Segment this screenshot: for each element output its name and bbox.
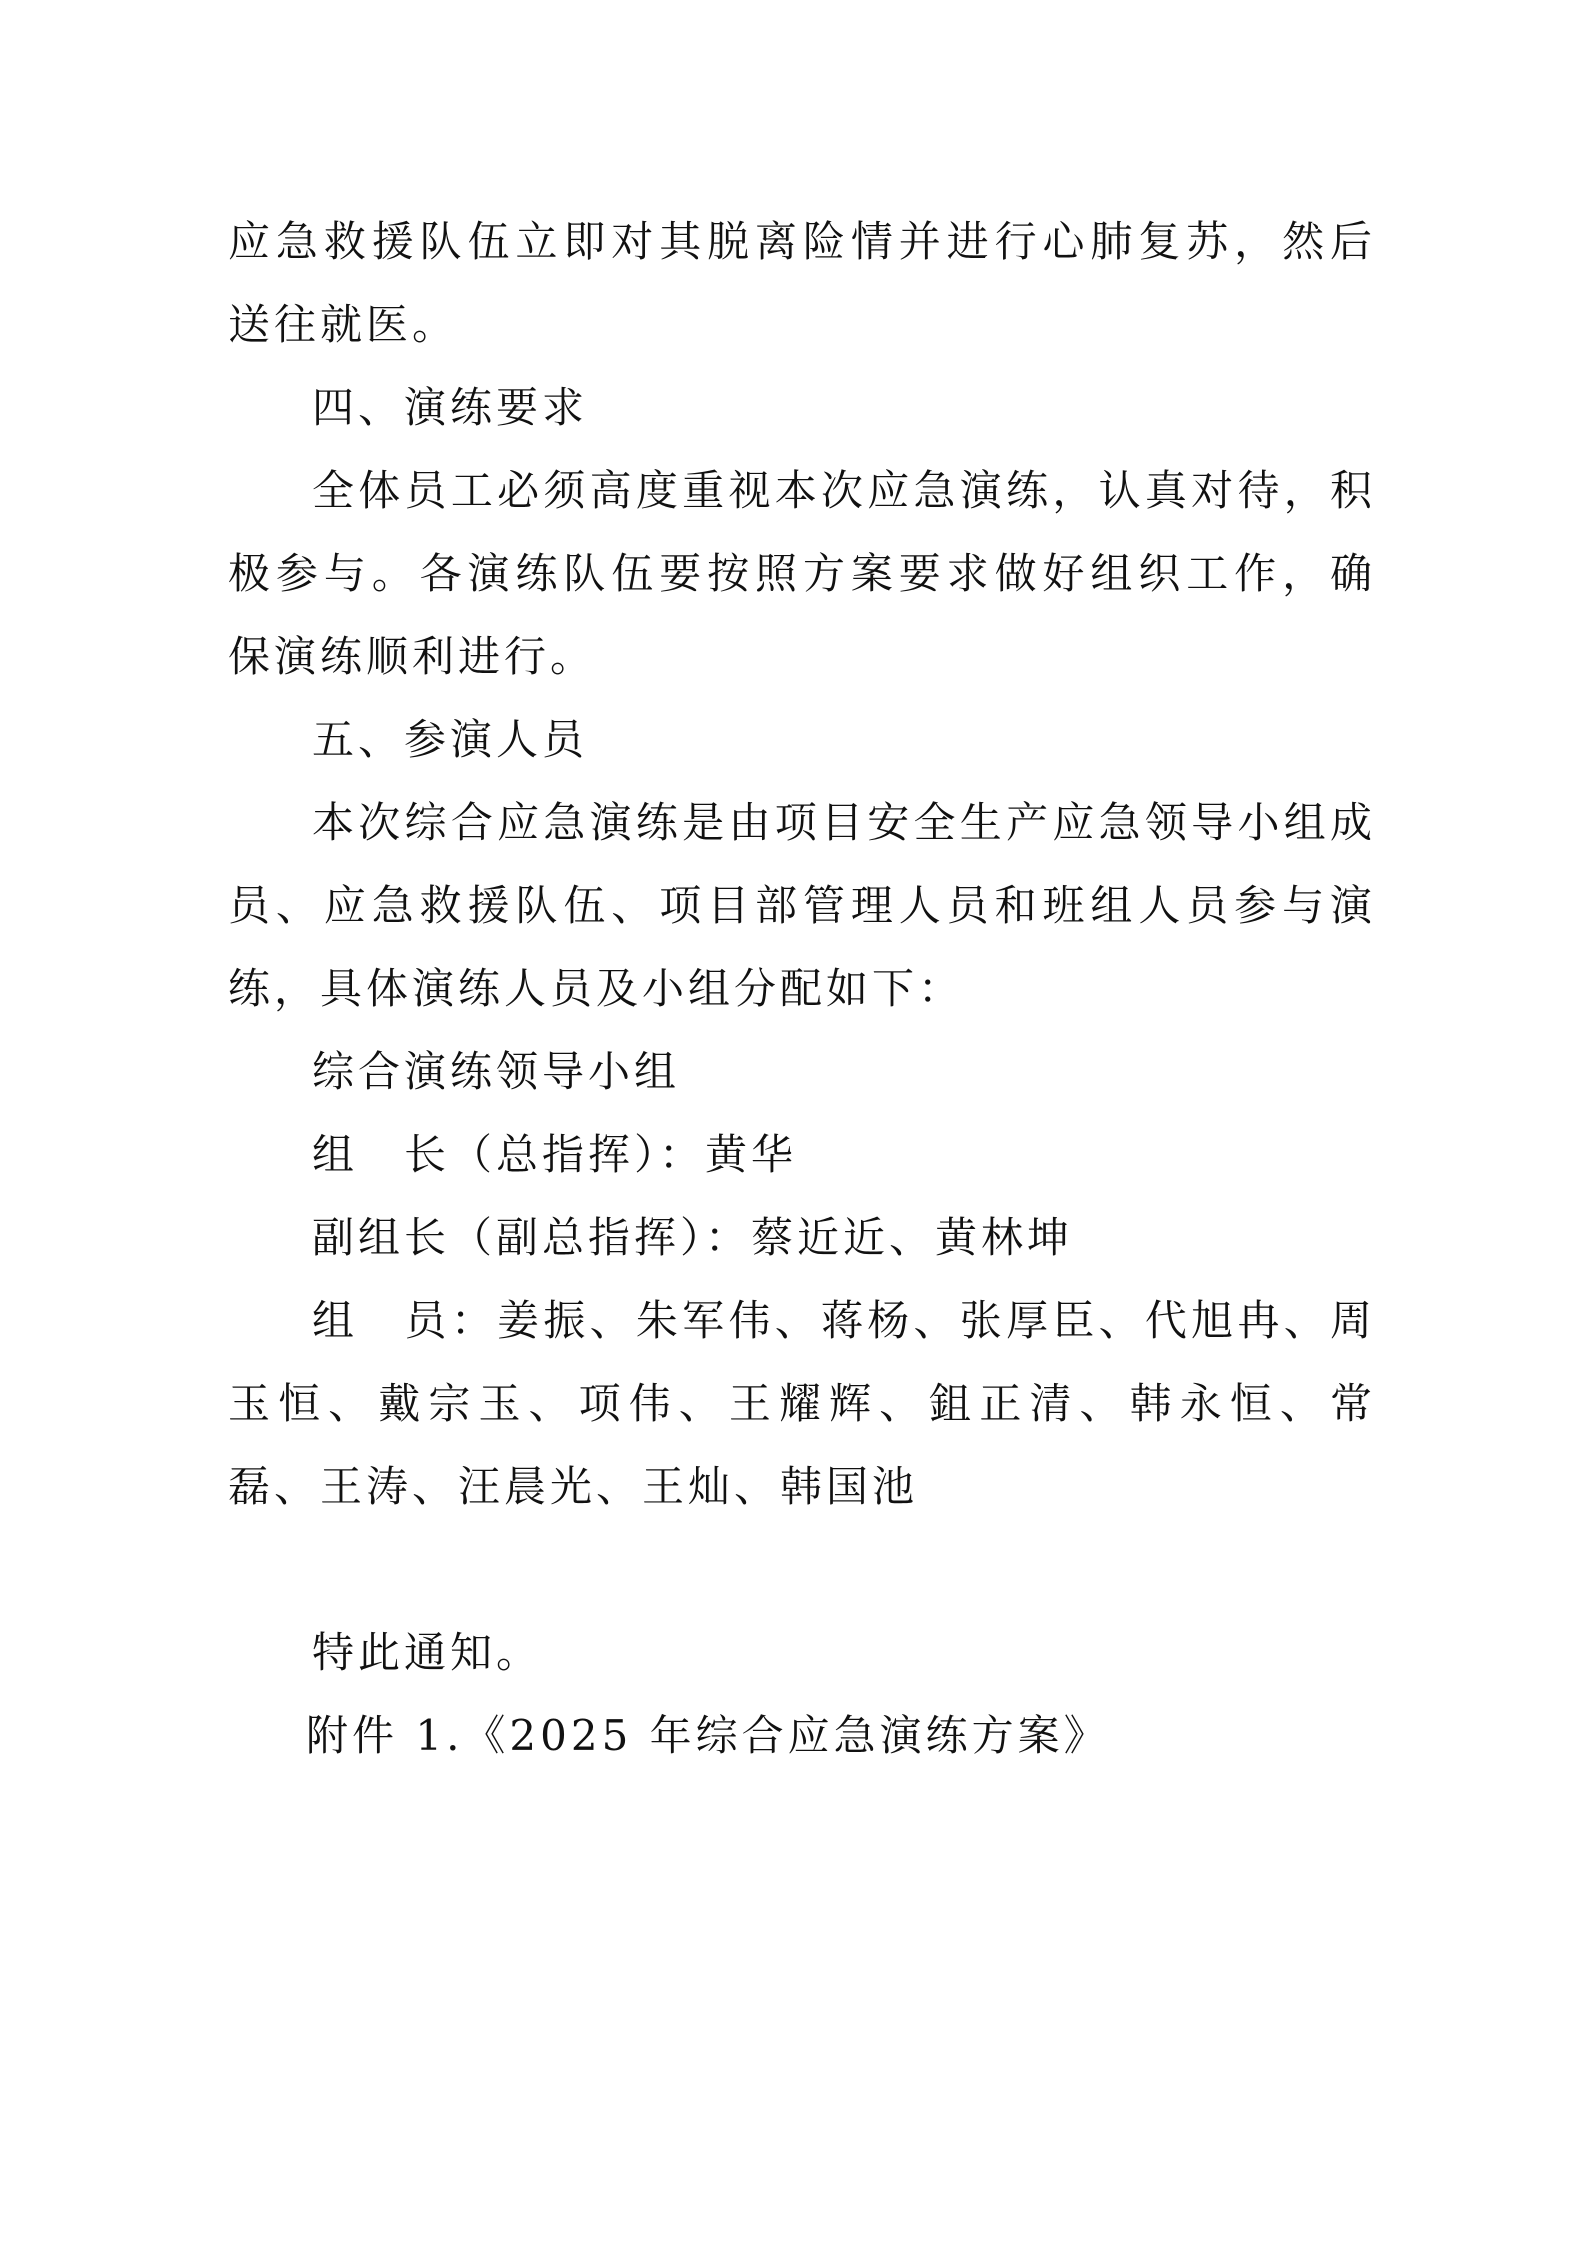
blank-line xyxy=(228,1528,1376,1611)
section-heading-participants: 五、参演人员 xyxy=(312,715,589,764)
attachment-reference: 附件 1.《2025 年综合应急演练方案》 xyxy=(306,1711,1110,1760)
group-members-line: 组 员：姜振、朱军伟、蒋杨、张厚臣、代旭冉、周玉恒、戴宗玉、项伟、王耀辉、鉏正清、韩永恒、常磊、王涛、汪晨光、王灿、韩国池 xyxy=(228,1296,1376,1511)
paragraph-rescue-continuation: 应急救援队伍立即对其脱离险情并进行心肺复苏，然后送往就医。 xyxy=(228,217,1376,349)
paragraph-drill-requirements: 全体员工必须高度重视本次应急演练，认真对待，积极参与。各演练队伍要按照方案要求做好组织工作，确保演练顺利进行。 xyxy=(228,466,1376,681)
group-leader-line: 组 长（总指挥）：黄华 xyxy=(312,1130,798,1179)
deputy-leader-line: 副组长（副总指挥）：蔡近近、黄林坤 xyxy=(312,1213,1074,1262)
document-body xyxy=(228,200,1376,1777)
leadership-group-title: 综合演练领导小组 xyxy=(312,1047,681,1096)
paragraph-participants-intro: 本次综合应急演练是由项目安全生产应急领导小组成员、应急救援队伍、项目部管理人员和班组人员参与演练，具体演练人员及小组分配如下： xyxy=(228,798,1376,1013)
notice-closing: 特此通知。 xyxy=(312,1628,543,1677)
section-heading-drill-requirements: 四、演练要求 xyxy=(312,383,589,432)
